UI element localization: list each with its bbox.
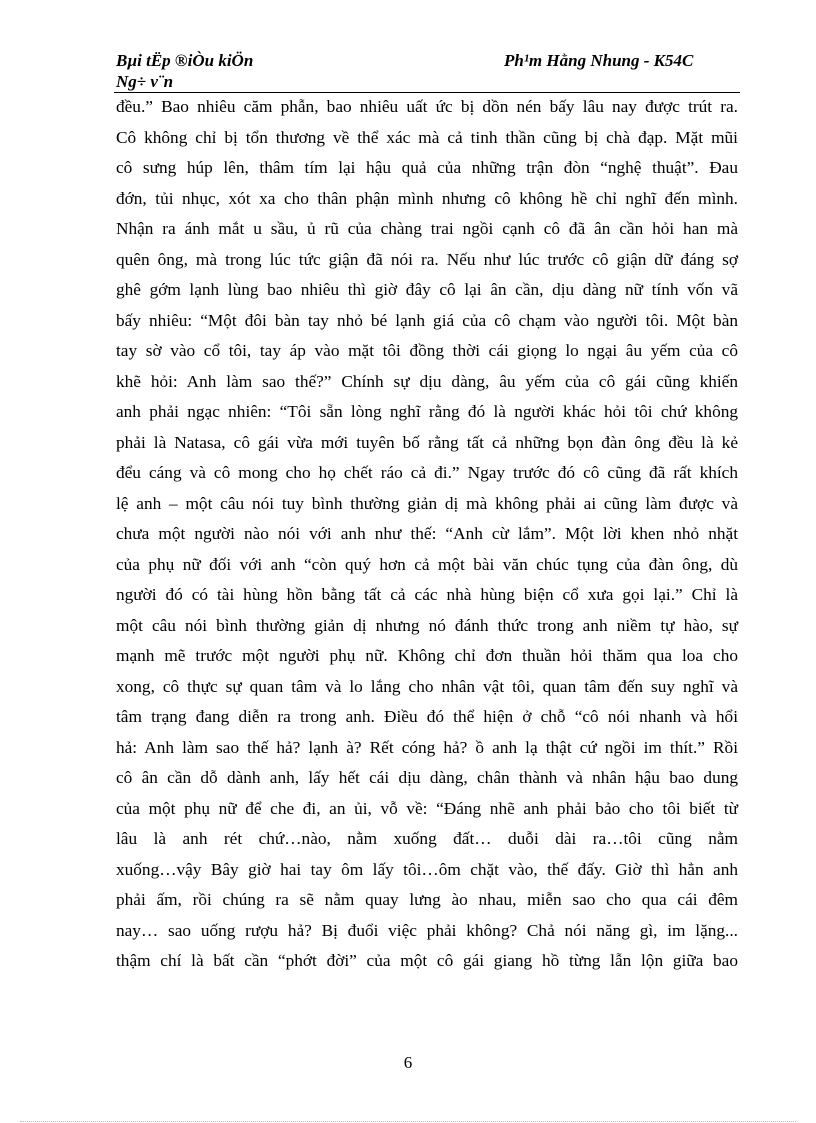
body-line: đểu cáng và cô mong cho họ chết ráo cả đi.” Ngay trước đó cô cũng đã rất khích (116, 463, 738, 482)
body-line: chưa một người nào nói với anh như thế: “Anh cừ lắm”. Một lời khen nhỏ nhặt (116, 524, 738, 543)
body-line: phải ấm, rồi chúng ra sẽ nằm quay lưng ào nhau, miễn sao cho qua cái đêm (116, 890, 738, 909)
header-course-title: Bµi tËp ®iÒu kiÖn (116, 51, 254, 70)
body-line: mạnh mẽ trước một người phụ nữ. Không chỉ đơn thuần hỏi thăm qua loa cho (116, 646, 738, 665)
body-line: hả: Anh làm sao thế hả? lạnh à? Rết cóng hả? ồ anh lạ thật cứ ngồi im thít.” Rồi (116, 737, 738, 757)
body-line: Nhận ra ánh mắt u sầu, ủ rũ của chàng trai ngồi cạnh cô đã ân cần hỏi han mà (116, 219, 738, 238)
body-line: lâu là anh rét chứ…nào, nằm xuống đất… duỗi dài ra…tôi cũng nằm (116, 829, 738, 848)
page-bottom-divider (20, 1121, 796, 1122)
body-text (116, 92, 738, 977)
body-line: của phụ nữ đối với anh “còn quý hơn cả một bài văn chúc tụng của đàn ông, dù (116, 554, 738, 574)
body-line: ghê gớm lạnh lùng bao nhiêu thì giờ đây cô lại ân cần, dịu dàng nữ tính vốn vã (116, 280, 738, 299)
header-author: Ph¹m Hằng Nhung - K54C (504, 51, 694, 70)
body-line: thậm chí là bất cần “phớt đời” của một cô gái giang hồ từng lẫn lộn giữa bao (116, 951, 738, 970)
body-line: xuống…vậy Bây giờ hai tay ôm lấy tôi…ôm chặt vào, thế đấy. Giờ thì hẳn anh (116, 859, 738, 879)
page-number: 6 (403, 1053, 413, 1072)
body-line: anh phải ngạc nhiên: “Tôi sẵn lòng nghĩ rằng đó là người khác hỏi tôi chứ không (116, 402, 738, 421)
body-line: Cô không chỉ bị tổn thương về thể xác mà cả tinh thần cũng bị chà đạp. Mặt mũi (116, 127, 738, 147)
body-line: khẽ hỏi: Anh làm sao thế?” Chính sự dịu dàng, âu yếm của cô gái cũng khiến (116, 371, 738, 391)
body-line: cô sưng húp lên, thâm tím lại hậu quả của những trận đòn “nghệ thuật”. Đau (116, 158, 738, 177)
body-line: nay… sao uống rượu hả? Bị đuổi việc phải không? Chả nói năng gì, im lặng... (116, 920, 738, 940)
body-line: bấy nhiêu: “Một đôi bàn tay nhỏ bé lạnh giá của cô chạm vào người tôi. Một bàn (116, 310, 738, 330)
header-subject: Ng÷ v¨n (116, 72, 174, 91)
body-line: đều.” Bao nhiêu căm phẫn, bao nhiêu uất ức bị dồn nén bấy lâu nay được trút ra. (116, 97, 738, 116)
body-line: cô ân cần dỗ dành anh, lấy hết cái dịu dàng, chân thành và nhân hậu bao dung (116, 768, 738, 787)
body-line: người đó có tài hùng hồn bằng tất cả các nhà hùng biện cổ xưa gọi lại.” Chỉ là (116, 585, 738, 604)
body-line: của một phụ nữ để che đi, an ủi, vỗ về: “Đáng nhẽ anh phải bảo cho tôi biết từ (116, 798, 738, 818)
body-line: tay sờ vào cổ tôi, tay áp vào mặt tôi đồng thời cái giọng lo ngại âu yếm của cô (116, 341, 738, 360)
body-line: lệ anh – một câu nói tuy bình thường giản dị mà không phải ai cũng làm được và (116, 493, 738, 513)
body-line: đớn, tủi nhục, xót xa cho thân phận mình nhưng cô không hề chỉ nghĩ đến mình. (116, 188, 738, 208)
body-line: xong, cô thực sự quan tâm và lo lắng cho nhân vật tôi, quan tâm đến suy nghĩ và (116, 676, 738, 696)
body-line: quên ông, mà trong lúc tức giận đã nói ra. Nếu như lúc trước cô giận dữ đáng sợ (116, 249, 738, 269)
body-line: tâm trạng đang diễn ra trong anh. Điều đó thể hiện ở chỗ “cô nói nhanh và hổi (116, 707, 738, 726)
body-line: một câu nói bình thường giản dị nhưng nó đánh thức trong anh niềm tự hào, sự (116, 615, 738, 635)
body-line: phải là Natasa, cô gái vừa mới tuyên bố rằng tất cả những bọn đàn ông đều là kẻ (116, 432, 738, 452)
